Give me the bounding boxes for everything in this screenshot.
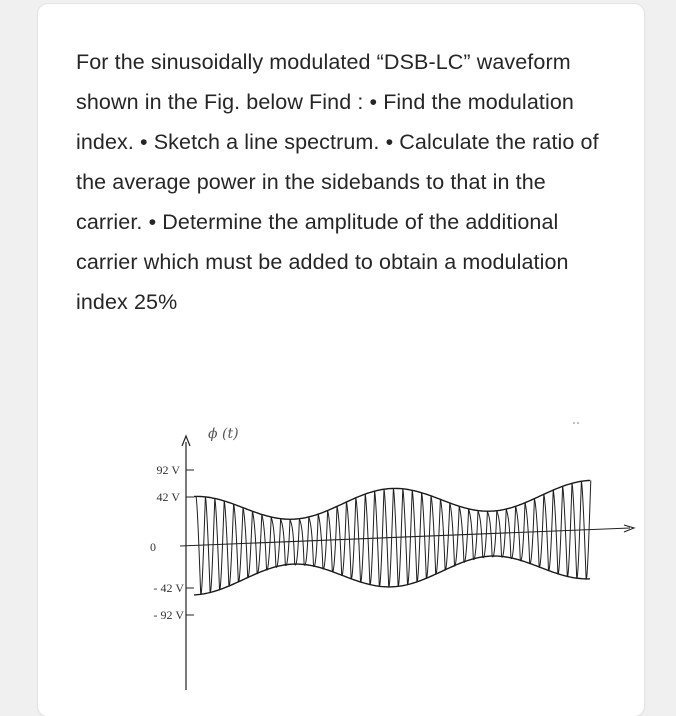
waveform-figure	[90, 402, 650, 694]
label-92v: 92 V	[156, 463, 180, 477]
stray-dot	[577, 422, 579, 424]
question-card	[38, 4, 644, 716]
label-42v: 42 V	[156, 490, 180, 504]
carrier-cycle	[534, 494, 543, 567]
carrier-cycle	[440, 499, 449, 570]
carrier-cycle	[328, 506, 337, 572]
carrier-cycle	[563, 483, 572, 576]
question-text: For the sinusoidally modulated “DSB-LC” waveform shown in the Fig. below Find : • Find the modulation index. • Sketch a line spectrum. • Calculate the ratio of the average power in the sidebands to that in the carrier. • Determine the amplitude of the additional carrier which must be added to obtain a modulation index 25%	[76, 50, 599, 314]
carrier-cycle	[544, 490, 553, 571]
carrier-cycle	[553, 486, 562, 574]
stray-dot	[573, 422, 575, 424]
carrier-cycle	[516, 503, 525, 561]
carrier-cycle	[525, 499, 534, 564]
label-neg42v: - 42 V	[153, 581, 184, 595]
label-zero: 0	[150, 540, 156, 554]
waveform-svg	[90, 402, 650, 694]
carrier-cycle	[356, 494, 365, 582]
carrier-cycle	[431, 496, 440, 574]
signal-label: ϕ (t)	[208, 426, 239, 442]
label-neg92v: - 92 V	[153, 608, 184, 622]
carrier-cycle	[346, 498, 355, 579]
carrier-cycle	[337, 502, 346, 576]
